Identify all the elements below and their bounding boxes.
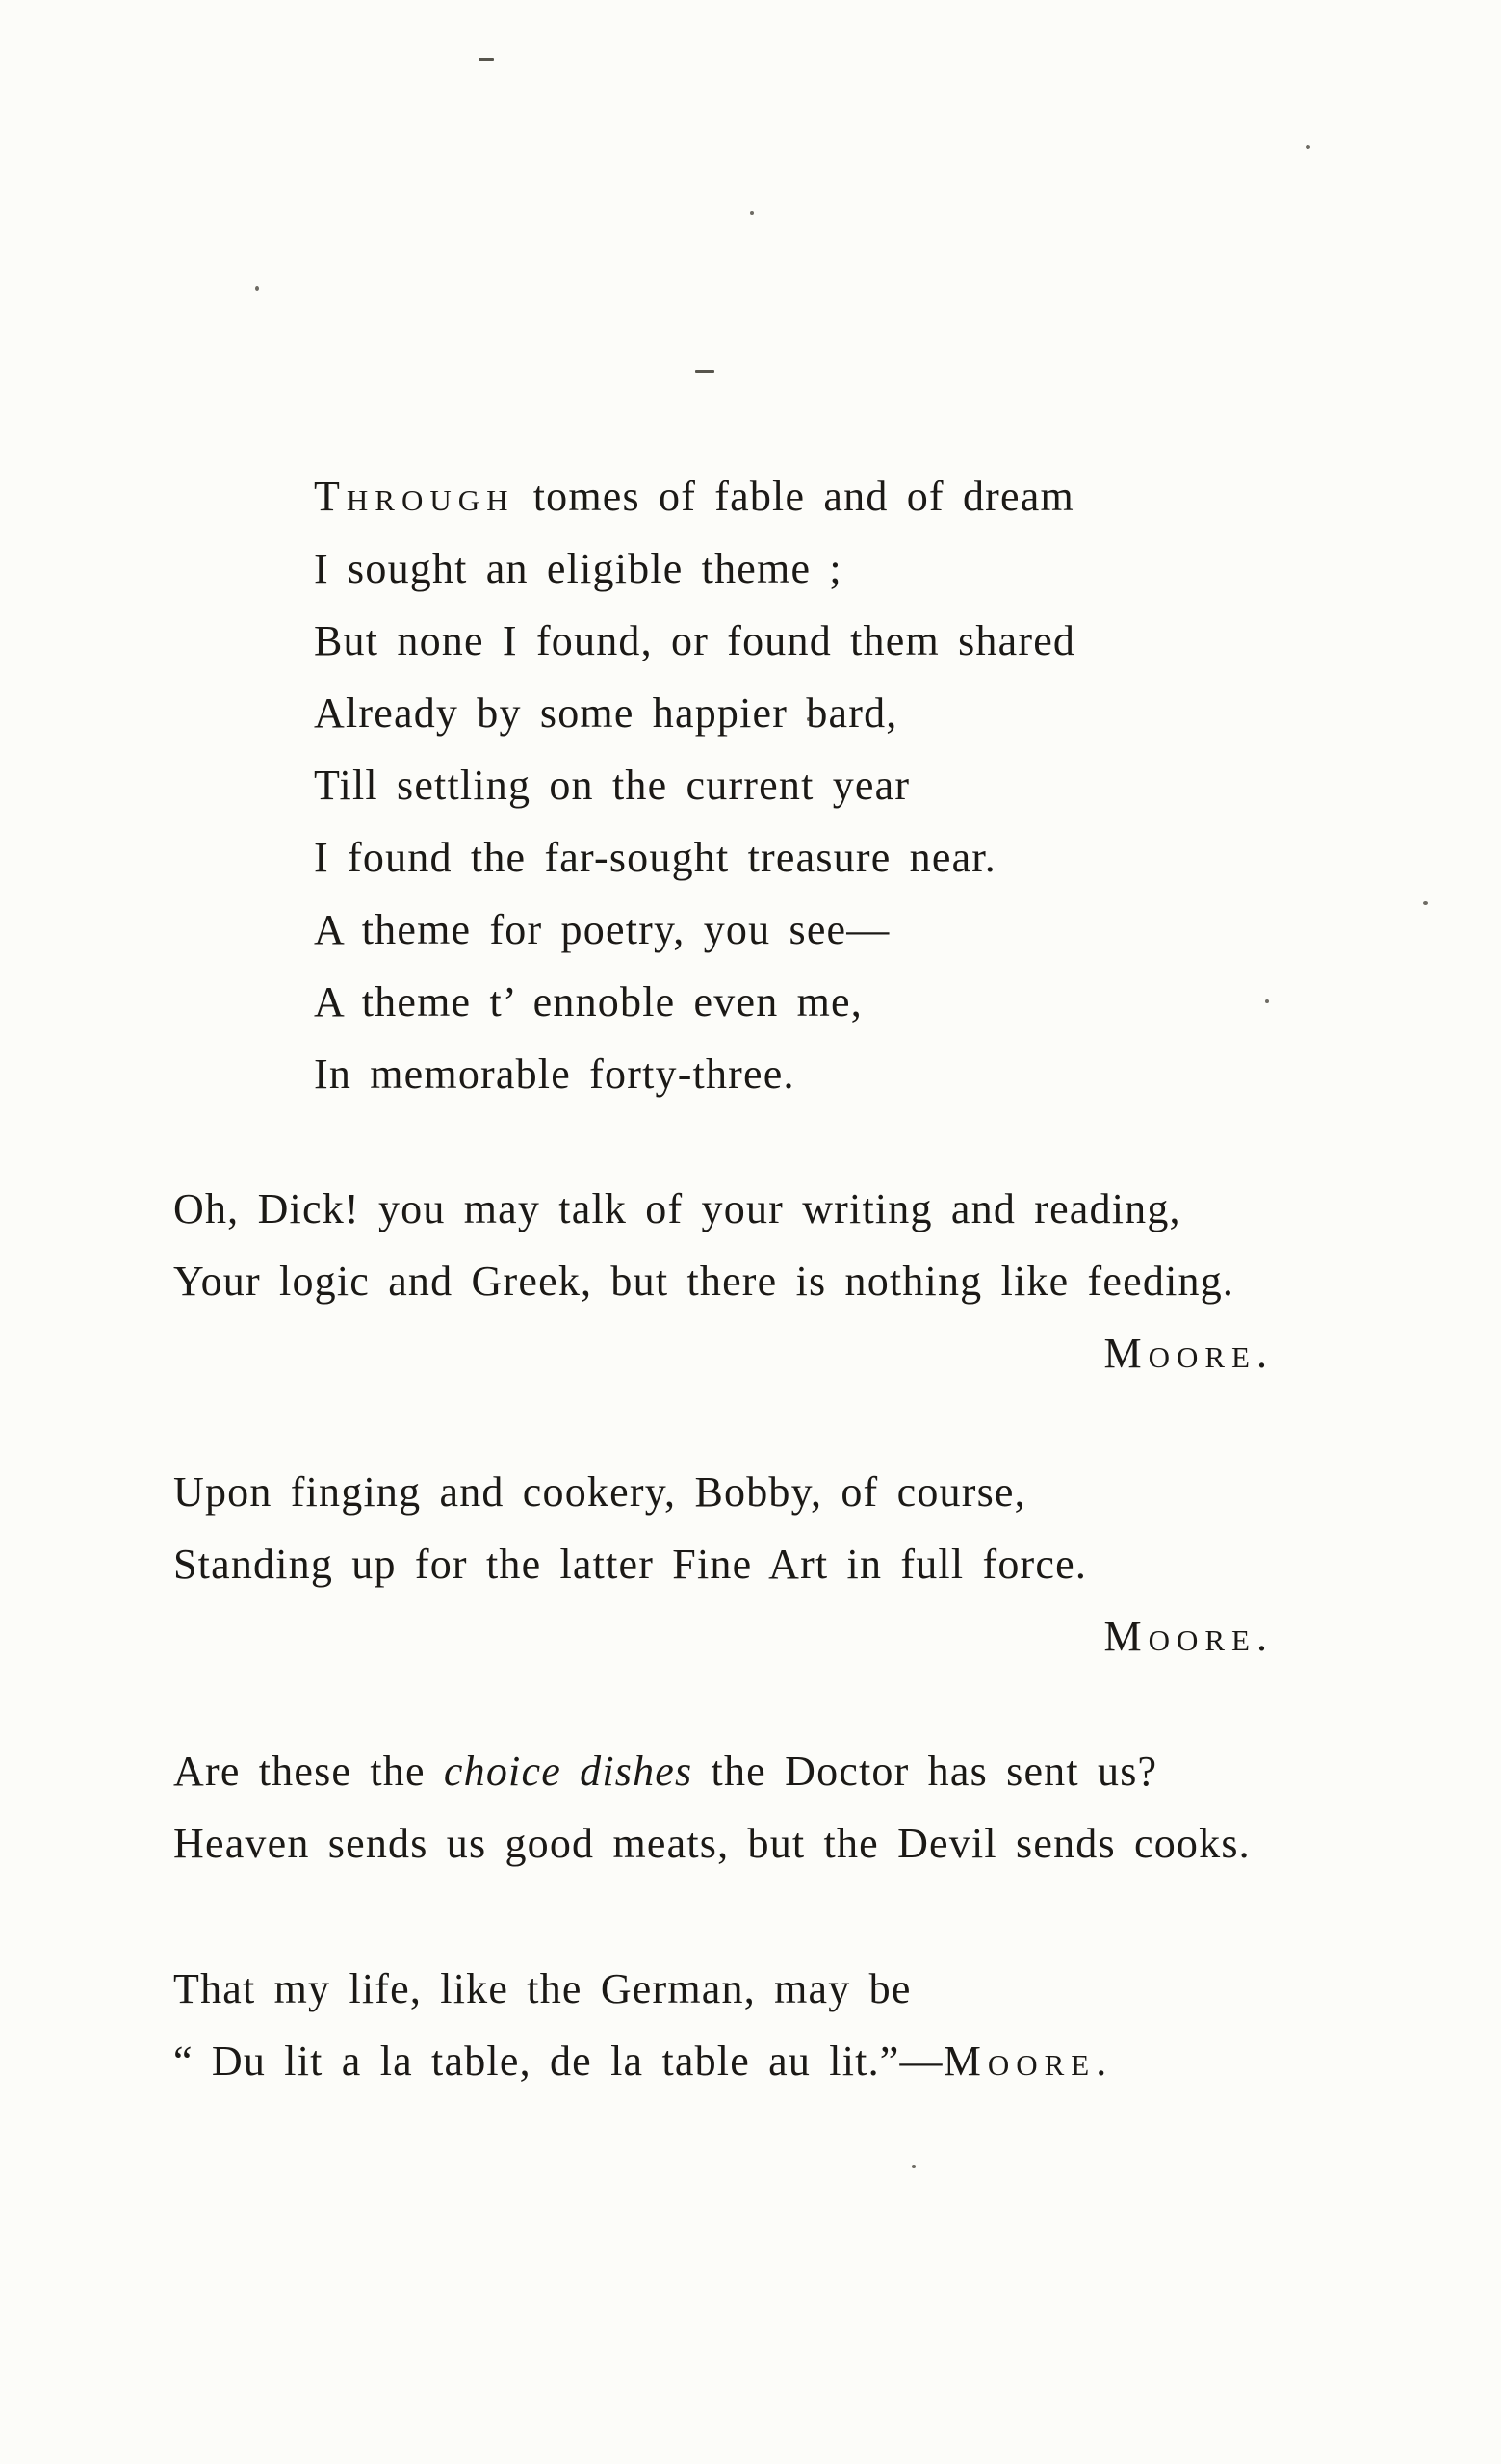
poem-line: In memorable forty-three. xyxy=(314,1050,795,1098)
poem-line xyxy=(314,460,1075,532)
poem-line: I sought an eligible theme ; xyxy=(314,545,842,592)
poem-stanza xyxy=(314,460,1075,1110)
scan-dash xyxy=(479,58,494,61)
poem-line-text: tomes of fable and of dream xyxy=(514,473,1074,520)
poem-line: A theme t’ ennoble even me, xyxy=(314,978,863,1025)
scan-speck xyxy=(1423,901,1428,905)
poem-line: Already by some happier bard, xyxy=(314,689,898,737)
scan-speck xyxy=(912,2165,916,2168)
quote-line-text: the Doctor has sent us? xyxy=(692,1748,1158,1795)
quote-line: Your logic and Greek, but there is nothing like feeding. xyxy=(173,1258,1235,1305)
quote-line xyxy=(173,2025,1314,2097)
scan-speck xyxy=(750,211,754,215)
attribution-name: Moore. xyxy=(1103,1330,1274,1377)
quote-line: That my life, like the German, may be xyxy=(173,1965,912,2012)
poem-line: Till settling on the current year xyxy=(314,762,911,809)
poem-line: But none I found, or found them shared xyxy=(314,617,1076,664)
quote-line: Heaven sends us good meats, but the Devil sends cooks. xyxy=(173,1820,1251,1867)
quote-block-2 xyxy=(173,1456,1314,1673)
quote-line: Standing up for the latter Fine Art in full force. xyxy=(173,1541,1088,1588)
quote-line-text: “ Du lit a la table, de la table au lit.”— xyxy=(173,2037,944,2085)
quote-line: Upon finging and cookery, Bobby, of course, xyxy=(173,1468,1026,1516)
quote-block-3 xyxy=(173,1735,1314,1880)
attribution-name: Moore. xyxy=(943,2037,1114,2085)
poem-line: A theme for poetry, you see— xyxy=(314,906,891,953)
quote-line-text: Are these the xyxy=(173,1748,444,1795)
attribution xyxy=(173,1600,1314,1673)
attribution xyxy=(173,1317,1314,1389)
poem-opening-word: Through xyxy=(314,473,515,520)
quote-line xyxy=(173,1735,1314,1807)
quote-block-4 xyxy=(173,1953,1314,2097)
attribution-name: Moore. xyxy=(1103,1613,1274,1660)
scan-speck xyxy=(1265,999,1269,1003)
quote-block-1 xyxy=(173,1173,1314,1389)
poem-line: I found the far-sought treasure near. xyxy=(314,834,996,881)
italic-phrase: choice dishes xyxy=(443,1748,693,1795)
scan-speck xyxy=(255,286,259,291)
quote-line: Oh, Dick! you may talk of your writing and reading, xyxy=(173,1185,1181,1232)
scan-dash xyxy=(695,370,714,373)
scan-speck xyxy=(1306,145,1310,149)
